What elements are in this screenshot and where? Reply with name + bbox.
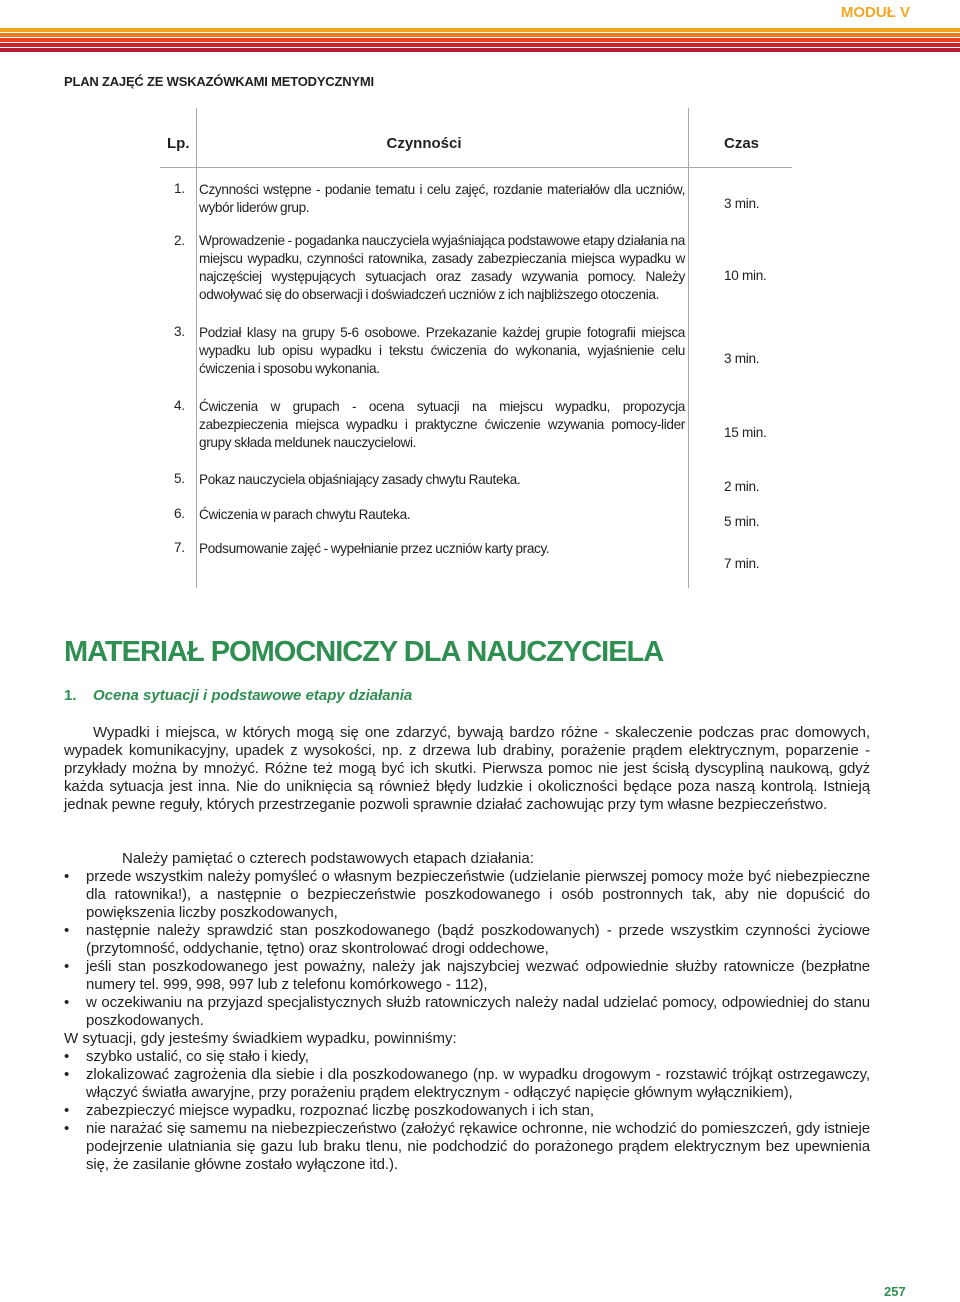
row-activity: Podział klasy na grupy 5-6 osobowe. Przekazanie każdej grupie fotografii miejsca wypadku lub opisu wypadku i tekstu ćwiczenia do wykonania, wyjaśnienie celu ćwiczenia i sposobu wykonania. <box>199 325 685 376</box>
header-stripe-2 <box>0 33 960 37</box>
list-item <box>64 1102 870 1120</box>
table-header-rule <box>160 167 792 168</box>
row-time: 7 min. <box>724 556 760 571</box>
list-item <box>64 1066 870 1102</box>
bullet-icon: • <box>64 868 70 885</box>
bullet-icon: • <box>64 1120 70 1137</box>
list-item <box>64 922 870 958</box>
row-time: 10 min. <box>724 268 767 283</box>
section-title: Ocena sytuacji i podstawowe etapy działania <box>93 687 413 704</box>
list-item-text: zlokalizować zagrożenia dla siebie i dla poszkodowanego (np. w wypadku drogowym - rozstawić trójkąt ostrzegawczy, włączyć światła awaryjne, przy porażeniu prądem elektrycznym - odłączyć napięcie głównym wyłącznikiem), <box>86 1066 870 1101</box>
row-number: 3. <box>174 324 185 339</box>
row-number: 4. <box>174 398 185 413</box>
stages-list <box>64 868 870 1030</box>
table-header-time: Czas <box>724 135 760 152</box>
list-item <box>64 868 870 922</box>
header-stripe-5 <box>0 48 960 52</box>
row-number: 2. <box>174 233 185 248</box>
list-item-text: szybko ustalić, co się stało i kiedy, <box>86 1048 309 1065</box>
row-number: 5. <box>174 471 185 486</box>
stages-intro: Należy pamiętać o czterech podstawowych etapach działania: <box>122 850 534 867</box>
list-item-text: nie narażać się samemu na niebezpieczeństwo (założyć rękawice ochronne, nie wchodzić do pomieszczeń, gdy istnieje podejrzenie ulatniania się gazu lub braku tlenu, nie podchodzić do porażonego prądem elektrycznym bez upewnienia się, że zasilanie główne zostało wyłączone itd.). <box>86 1120 870 1173</box>
row-time: 2 min. <box>724 479 760 494</box>
material-heading: MATERIAŁ POMOCNICZY DLA NAUCZYCIELA <box>64 636 664 668</box>
bullet-icon: • <box>64 994 70 1011</box>
bullet-icon: • <box>64 958 70 975</box>
list-item <box>64 1048 870 1066</box>
row-time: 3 min. <box>724 196 760 211</box>
lesson-plan-table <box>160 108 792 588</box>
header-stripe-3 <box>0 38 960 42</box>
row-time: 3 min. <box>724 351 760 366</box>
header-stripe-1 <box>0 28 960 32</box>
table-header-activities: Czynności <box>386 135 462 152</box>
row-number: 7. <box>174 540 185 555</box>
list-item <box>64 1120 870 1174</box>
list-item-text: następnie należy sprawdzić stan poszkodowanego (bądź poszkodowanych) - przede wszystkim czynności życiowe (przytomność, oddychanie, tętno) oraz skontrolować drogi oddechowe, <box>86 922 870 957</box>
row-number: 1. <box>174 181 185 196</box>
list-item-text: przede wszystkim należy pomyśleć o własnym bezpieczeństwie (udzielanie pierwszej pomocy może być niebezpieczne dla ratownika!), a następnie o bezpieczeństwie poszkodowanego i osób postronnych tak, aby nie dopuścić do powiększenia liczby poszkodowanych, <box>86 868 870 921</box>
plan-title: PLAN ZAJĘĆ ZE WSKAZÓWKAMI METODYCZNYMI <box>64 74 374 89</box>
table-divider-time <box>688 108 689 588</box>
situation-intro: W sytuacji, gdy jesteśmy świadkiem wypadku, powinniśmy: <box>64 1030 457 1047</box>
table-header-lp: Lp. <box>167 135 190 152</box>
bullet-icon: • <box>64 1048 70 1065</box>
row-activity: Podsumowanie zajęć - wypełnianie przez uczniów karty pracy. <box>199 541 550 556</box>
list-item <box>64 994 870 1030</box>
header-stripe-4 <box>0 43 960 47</box>
row-time: 5 min. <box>724 514 760 529</box>
row-activity: Wprowadzenie - pogadanka nauczyciela wyjaśniająca podstawowe etapy działania na miejscu wypadku, czynności ratownika, zasady zabezpieczania miejsca wypadku w najczęściej występujących sytuacjach oraz zasady wzywania pomocy. Należy odwoływać się do obserwacji i doświadczeń uczniów z ich najbliższego otoczenia. <box>199 233 685 302</box>
list-item-text: zabezpieczyć miejsce wypadku, rozpoznać liczbę poszkodowanych i ich stan, <box>86 1102 594 1119</box>
duties-list <box>64 1048 870 1174</box>
list-item-text: w oczekiwaniu na przyjazd specjalistycznych służb ratowniczych należy nadal udzielać pomocy, odpowiedniej do stanu poszkodowanych. <box>86 994 870 1029</box>
module-label: MODUŁ V <box>840 4 910 21</box>
row-activity: Pokaz nauczyciela objaśniający zasady chwytu Rauteka. <box>199 472 521 487</box>
bullet-icon: • <box>64 1066 70 1083</box>
page-number: 257 <box>884 1284 906 1299</box>
row-activity: Czynności wstępne - podanie tematu i celu zajęć, rozdanie materiałów dla uczniów, wybór liderów grup. <box>199 182 685 215</box>
bullet-icon: • <box>64 922 70 939</box>
table-divider-lp <box>196 108 197 588</box>
row-number: 6. <box>174 506 185 521</box>
row-activity: Ćwiczenia w grupach - ocena sytuacji na miejscu wypadku, propozycja zabezpieczenia miejsca wypadku i praktyczne ćwiczenie wzywania pomocy-lider grupy składa meldunek nauczycielowi. <box>199 399 685 450</box>
bullet-icon: • <box>64 1102 70 1119</box>
list-item <box>64 958 870 994</box>
list-item-text: jeśli stan poszkodowanego jest poważny, należy jak najszybciej wezwać odpowiednie służby ratownicze (bezpłatne numery tel. 999, 998, 997 lub z telefonu komórkowego - 112), <box>86 958 870 993</box>
row-activity: Ćwiczenia w parach chwytu Rauteka. <box>199 507 411 522</box>
section-number: 1. <box>64 687 77 704</box>
intro-paragraph: Wypadki i miejsca, w których mogą się one zdarzyć, bywają bardzo różne - skaleczenie podczas prac domowych, wypadek komunikacyjny, upadek z wysokości, np. z drzewa lub drabiny, porażenie prądem elektrycznym, poparzenie -przykłady można by mnożyć. Różne też mogą być ich skutki. Pierwsza pomoc nie jest ścisłą dyscypliną naukową, gdyż każda sytuacja jest inna. Nie do uniknięcia są również błędy ludzkie i okoliczności będące poza naszą kontrolą. Istnieją jednak pewne reguły, których przestrzeganie pozwoli sprawnie działać zachowując przy tym własne bezpieczeństwo. <box>64 724 870 813</box>
row-time: 15 min. <box>724 425 767 440</box>
